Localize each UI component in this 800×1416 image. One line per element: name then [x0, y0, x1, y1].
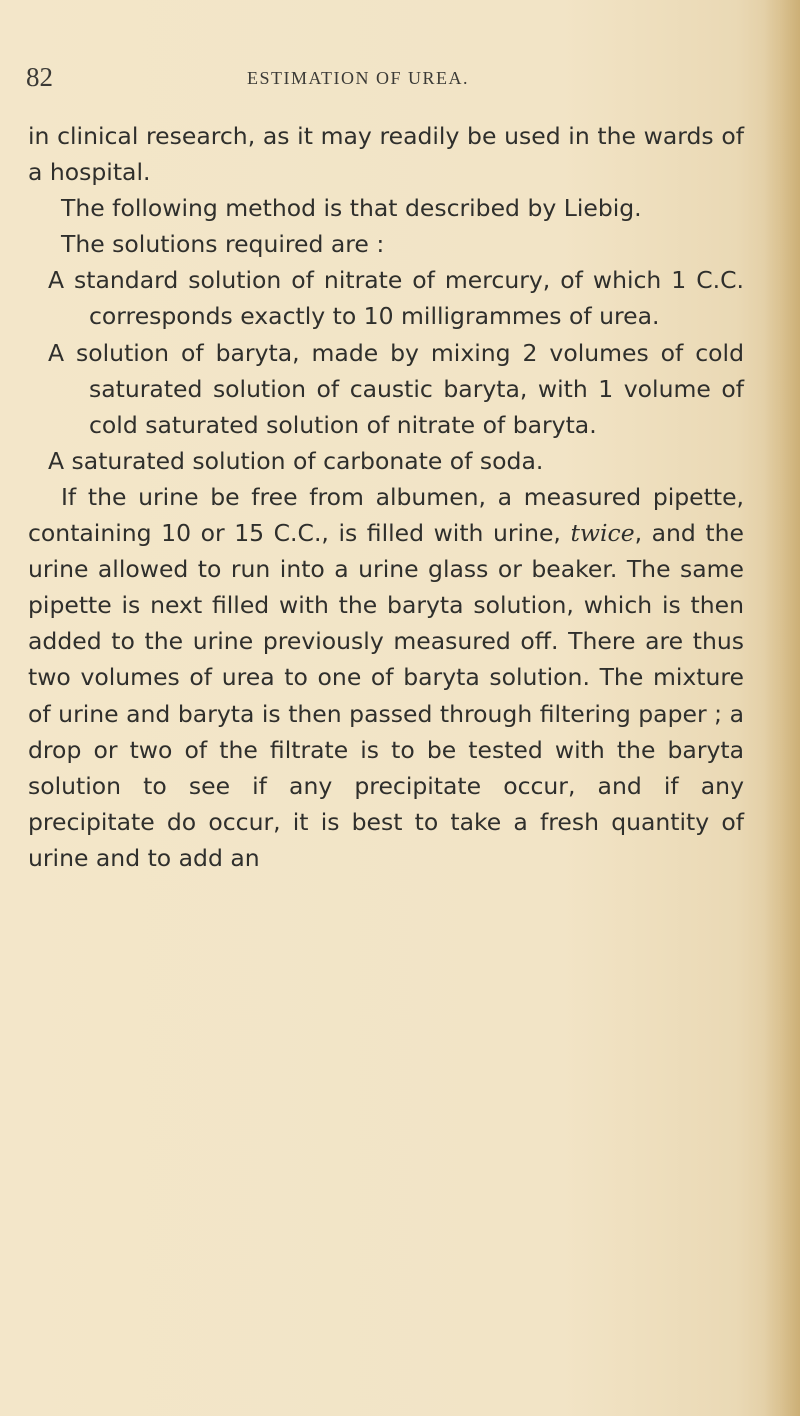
- paragraph-4: [28, 479, 744, 876]
- paragraph-4-part-2: , and the urine allowed to run into a urine glass or beaker. The same pipette is next filled with the baryta solution, which is then added to the urine previously measured off. There are thus two volumes of urea to one of baryta solution. The mixture of urine and baryta is then passed through filtering paper ; a drop or two of the filtrate is to be tested with the baryta solution to see if any precipitate occur, and if any precipitate do occur, it is best to take a fresh quantity of urine and to add an: [28, 519, 744, 872]
- paragraph-2: The following method is that described by Liebig.: [61, 194, 642, 223]
- body-text: [28, 118, 744, 876]
- paragraph-3: The solutions required are :: [61, 230, 385, 259]
- page-edge-shadow: [764, 0, 800, 1416]
- paragraph-4-emphasis: twice: [570, 519, 635, 548]
- solution-item-baryta: A solution of baryta, made by mixing 2 volumes of cold saturated solution of caustic baryta, with 1 volume of cold saturated solution of nitrate of baryta.: [48, 338, 744, 439]
- paragraph-4-part-1: If the urine be free from albumen, a measured pipette, containing 10 or 15 C.C., is filled with urine,: [28, 482, 744, 548]
- page-number: 82: [26, 62, 53, 92]
- paragraph-1: in clinical research, as it may readily be used in the wards of a hospital.: [28, 122, 744, 187]
- solution-item-soda: A saturated solution of carbonate of soda.: [48, 446, 544, 475]
- running-title: ESTIMATION OF UREA.: [247, 68, 469, 88]
- solution-item-mercury: A standard solution of nitrate of mercury, of which 1 C.C. corresponds exactly to 10 milligrammes of urea.: [48, 266, 744, 331]
